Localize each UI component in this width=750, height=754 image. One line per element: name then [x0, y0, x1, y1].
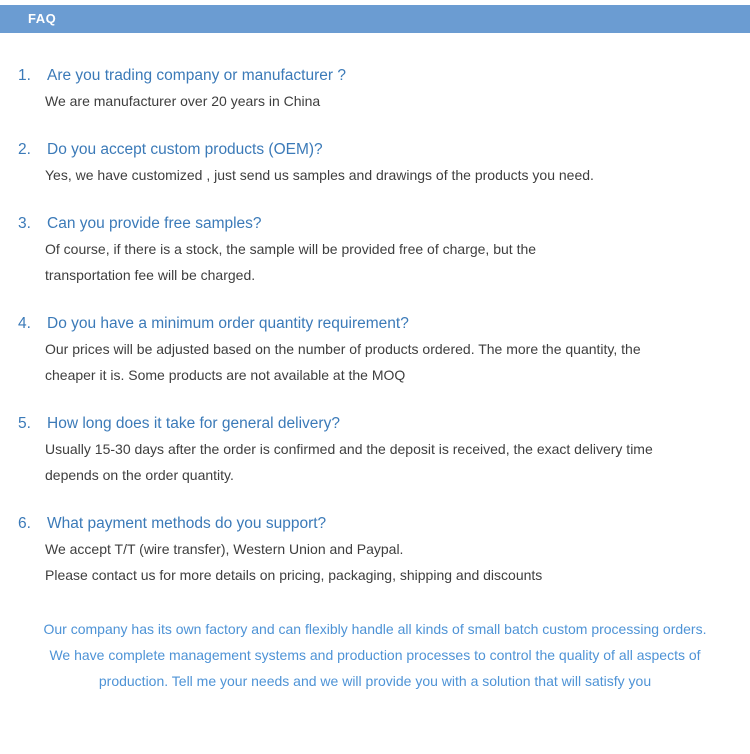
faq-item: [18, 140, 732, 188]
answer-line: Usually 15-30 days after the order is confirmed and the deposit is received, the exact delivery time: [45, 441, 653, 457]
answer-line: We are manufacturer over 20 years in China: [45, 93, 321, 109]
faq-item: [18, 414, 732, 488]
faq-question: [18, 514, 732, 534]
faq-item: [18, 514, 732, 588]
faq-item: [18, 66, 732, 114]
question-number: 5.: [18, 415, 31, 432]
faq-item: [18, 214, 732, 288]
question-text: Can you provide free samples?: [47, 215, 262, 232]
faq-question: [18, 414, 732, 434]
question-text: What payment methods do you support?: [47, 515, 327, 532]
faq-question: [18, 314, 732, 334]
faq-question: [18, 214, 732, 234]
question-number: 4.: [18, 315, 31, 332]
question-text: Do you have a minimum order quantity requirement?: [47, 315, 409, 332]
question-number: 2.: [18, 141, 31, 158]
section-title: FAQ: [28, 11, 57, 26]
company-note-line: Our company has its own factory and can flexibly handle all kinds of small batch custom processing orders.: [43, 621, 707, 637]
answer-line: We accept T/T (wire transfer), Western Union and Paypal.: [45, 541, 404, 557]
company-note-line: production. Tell me your needs and we will provide you with a solution that will satisfy you: [98, 673, 652, 689]
answer-line: cheaper it is. Some products are not available at the MOQ: [45, 367, 406, 383]
question-number: 1.: [18, 67, 31, 84]
answer-line: depends on the order quantity.: [45, 467, 234, 483]
faq-question: [18, 140, 732, 160]
question-text: Are you trading company or manufacturer ?: [47, 67, 346, 84]
question-text: How long does it take for general delivery?: [47, 415, 340, 432]
question-number: 6.: [18, 515, 31, 532]
company-note-line: We have complete management systems and production processes to control the quality of all aspects of: [49, 647, 701, 663]
answer-line: transportation fee will be charged.: [45, 267, 256, 283]
question-text: Do you accept custom products (OEM)?: [47, 141, 323, 158]
faq-answer: [18, 536, 732, 588]
section-header-bar: [0, 5, 750, 33]
faq-answer: [18, 88, 732, 114]
faq-answer: [18, 336, 732, 388]
faq-answer: [18, 436, 732, 488]
faq-page: [0, 5, 750, 754]
question-number: 3.: [18, 215, 31, 232]
answer-line: Of course, if there is a stock, the sample will be provided free of charge, but the: [45, 241, 537, 257]
faq-answer: [18, 236, 732, 288]
answer-line: Please contact us for more details on pricing, packaging, shipping and discounts: [45, 567, 543, 583]
company-note: [0, 616, 750, 694]
answer-line: Yes, we have customized , just send us samples and drawings of the products you need.: [45, 167, 594, 183]
faq-answer: [18, 162, 732, 188]
faq-item: [18, 314, 732, 388]
answer-line: Our prices will be adjusted based on the number of products ordered. The more the quantity, the: [45, 341, 641, 357]
faq-list: [0, 66, 750, 588]
faq-question: [18, 66, 732, 86]
